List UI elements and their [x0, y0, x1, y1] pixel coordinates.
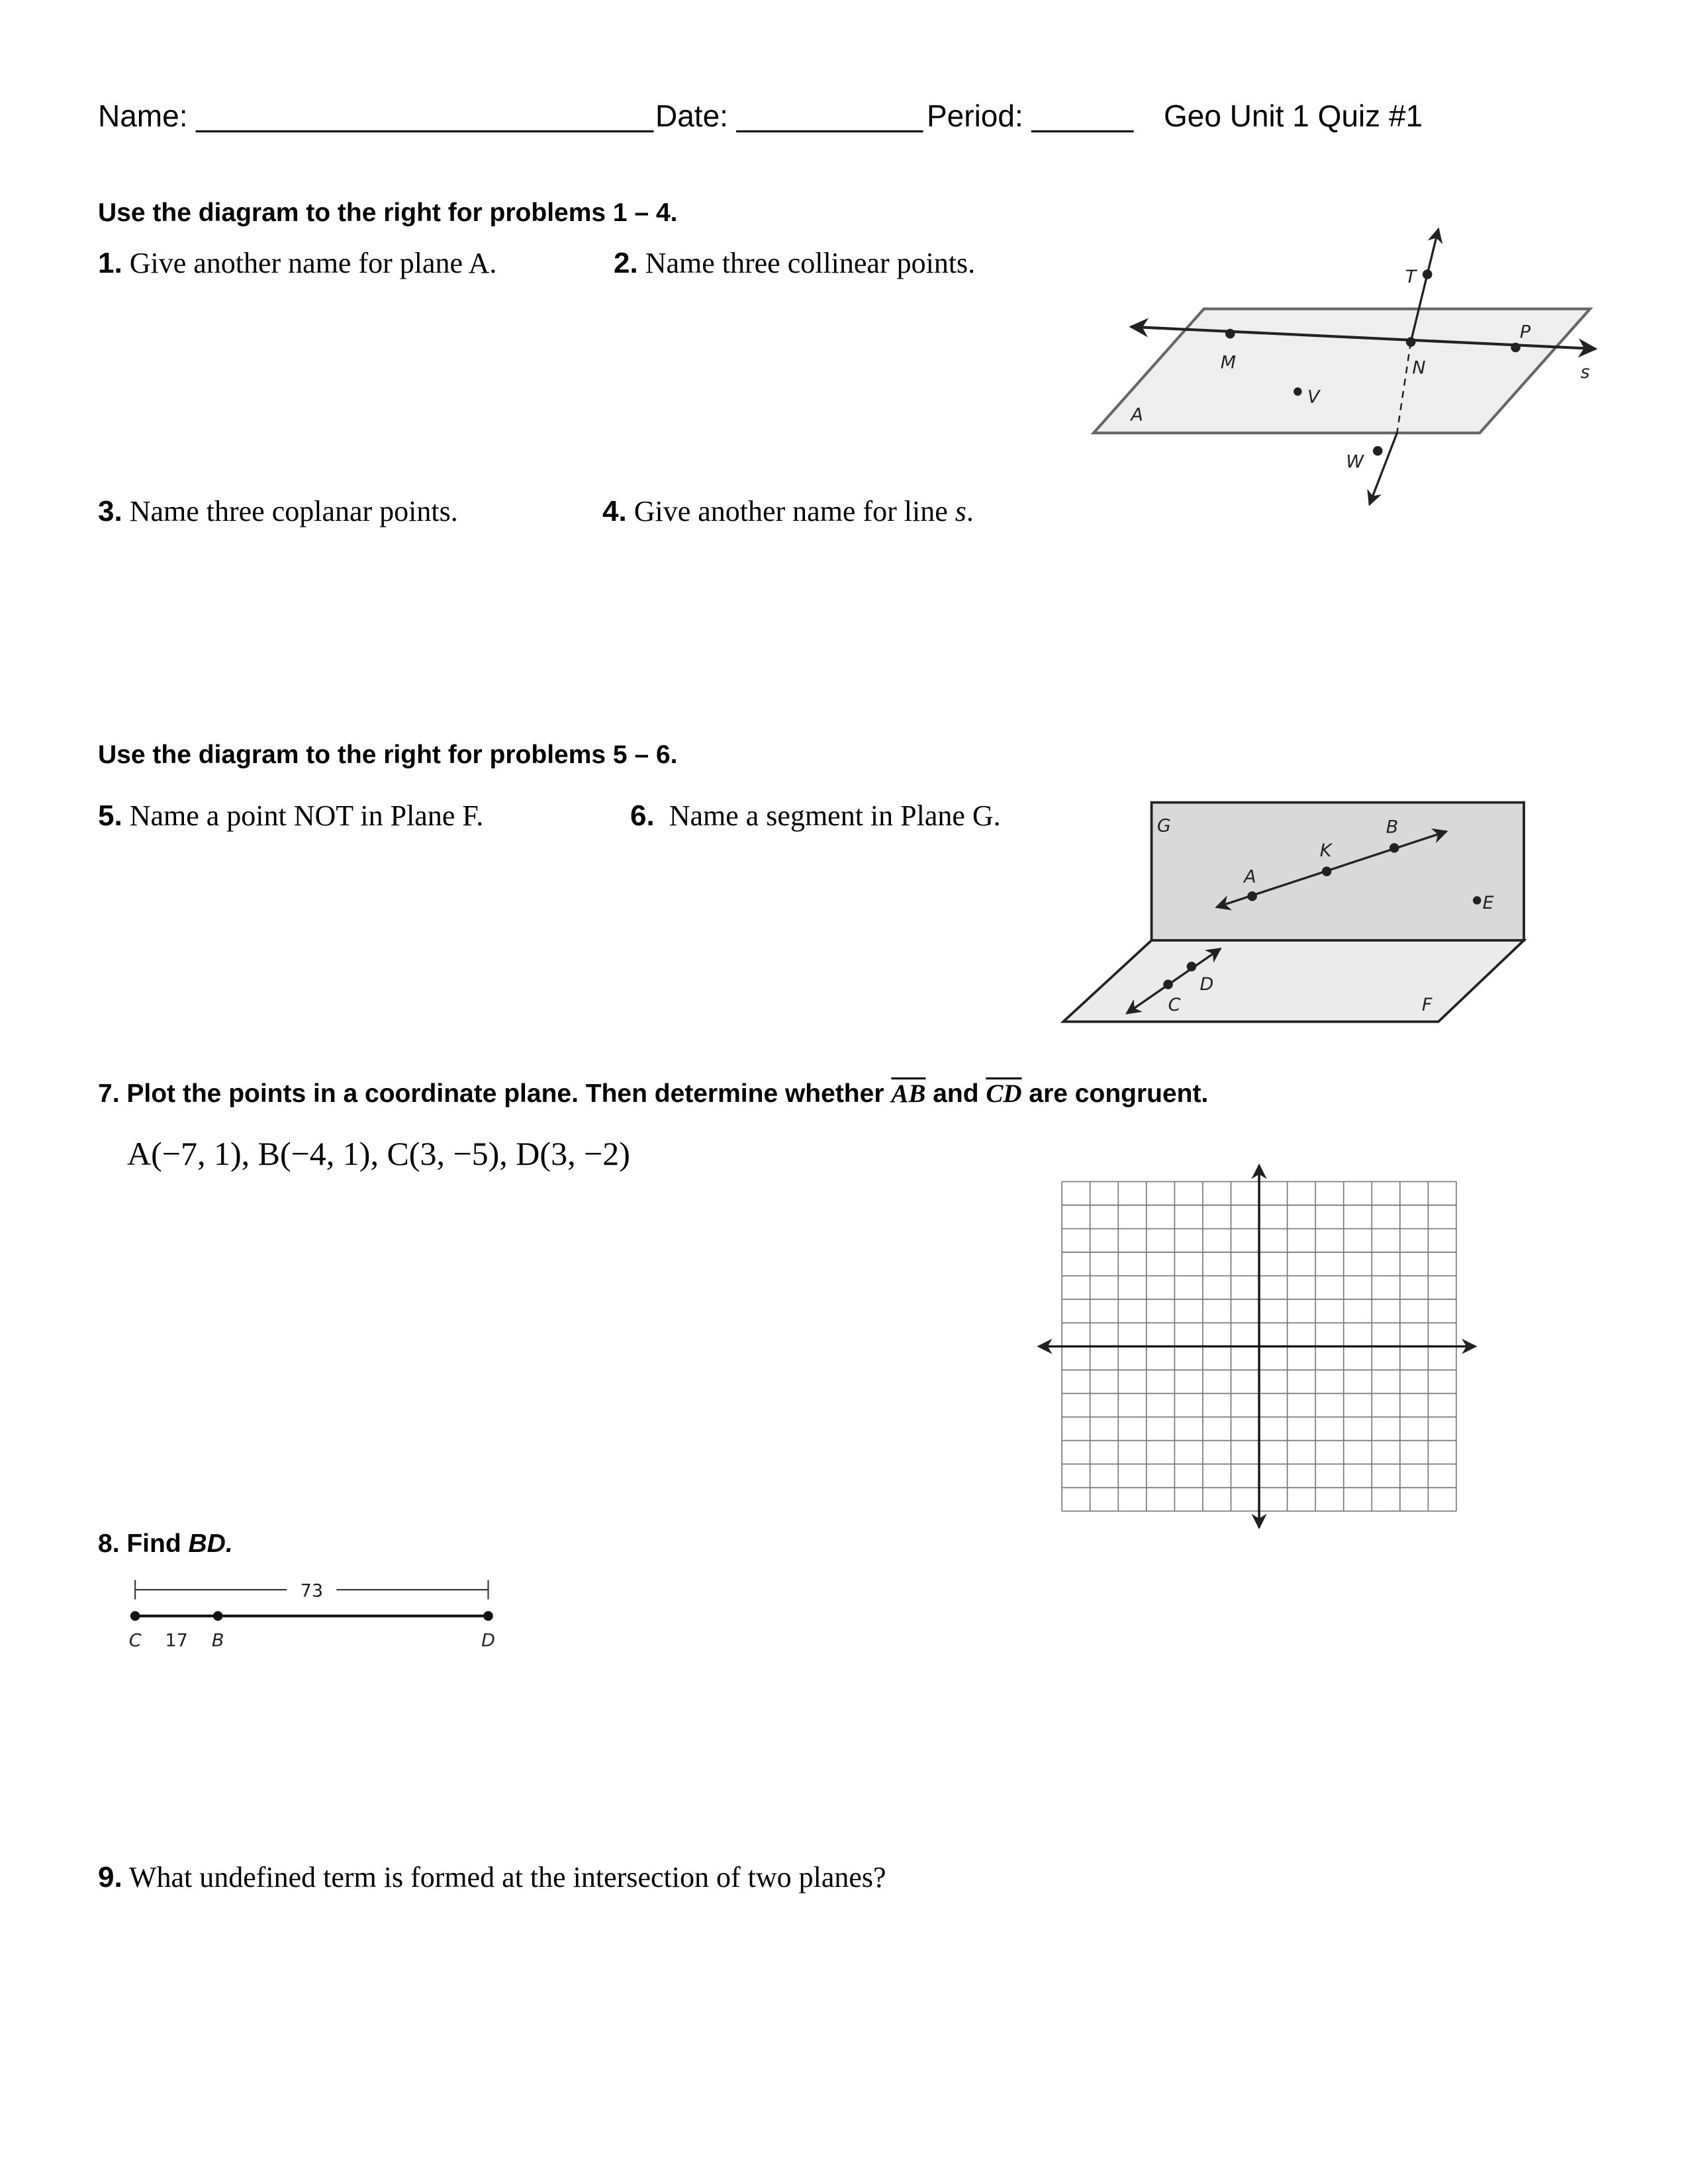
label-b: B — [1385, 817, 1399, 838]
point-d — [483, 1611, 493, 1621]
q-text: Name three collinear points. — [645, 247, 976, 279]
instruction-1-4: Use the diagram to the right for problems 1 – 4. — [98, 199, 678, 227]
period-field[interactable]: Period: ______ — [927, 99, 1134, 133]
label-d: D — [481, 1630, 495, 1651]
q7-mid: and — [925, 1079, 986, 1108]
q-num: 5. — [98, 799, 122, 832]
label-p: P — [1519, 322, 1531, 343]
label-n: N — [1412, 357, 1426, 379]
point-a — [1247, 891, 1257, 901]
label-d: D — [1199, 974, 1214, 995]
segment-ab: $\overline{AB}$ — [891, 1079, 926, 1108]
q-num: 2. — [614, 247, 638, 279]
point-p — [1511, 343, 1521, 353]
q7-suffix: are congruent. — [1021, 1079, 1209, 1108]
point-c — [130, 1611, 140, 1621]
label-s: s — [1580, 361, 1590, 383]
q-text: Name a segment in Plane G. — [669, 799, 1001, 832]
point-b — [213, 1611, 223, 1621]
point-w — [1373, 446, 1383, 456]
quiz-title: Geo Unit 1 Quiz #1 — [1164, 99, 1423, 133]
length-cb: 17 — [165, 1630, 188, 1651]
label-m: M — [1220, 352, 1237, 373]
q-end: . — [966, 495, 974, 527]
planes-g-f-diagram — [1063, 803, 1524, 1022]
label-c: C — [1168, 995, 1181, 1016]
q-text: Name three coplanar points. — [129, 495, 458, 527]
point-d — [1187, 962, 1197, 972]
point-t — [1423, 269, 1432, 279]
line-nw — [1370, 433, 1397, 504]
label-t: T — [1405, 267, 1417, 288]
q-text: What undefined term is formed at the intersection of two planes? — [128, 1861, 886, 1893]
q8-var: BD. — [188, 1529, 233, 1558]
point-n — [1406, 337, 1416, 347]
label-e: E — [1482, 892, 1494, 913]
segment-diagram — [129, 1580, 495, 1651]
q-text: Give another name for line — [633, 495, 955, 527]
label-k: K — [1319, 840, 1332, 861]
point-c — [1163, 979, 1173, 989]
plane-a-diagram — [1094, 229, 1595, 505]
point-m — [1225, 329, 1235, 339]
segment-cd: $\overline{CD}$ — [986, 1079, 1022, 1108]
q-text: Give another name for plane A. — [129, 247, 497, 279]
q-num: 1. — [98, 247, 122, 279]
label-f: F — [1421, 995, 1432, 1016]
instruction-5-6: Use the diagram to the right for problems 5 – 6. — [98, 741, 678, 769]
q-var: s — [955, 495, 966, 527]
length-cd: 73 — [300, 1580, 324, 1602]
label-c: C — [128, 1630, 142, 1651]
label-a: A — [1244, 866, 1256, 887]
point-v — [1293, 387, 1302, 396]
name-field[interactable]: Name: ___________________________ — [98, 99, 654, 133]
point-e — [1473, 896, 1481, 905]
q8-label: 8. Find — [98, 1529, 189, 1558]
q-text: Name a point NOT in Plane F. — [129, 799, 484, 832]
point-k — [1322, 866, 1332, 876]
q7-prefix: 7. Plot the points in a coordinate plane. Then determine whether — [98, 1079, 892, 1108]
q-num: 4. — [602, 495, 627, 527]
q7-points: A(−7, 1), B(−4, 1), C(3, −5), D(3, −2) — [127, 1135, 630, 1172]
label-w: W — [1346, 451, 1364, 473]
date-field[interactable]: Date: ___________ — [655, 99, 923, 133]
label-g: G — [1156, 815, 1171, 837]
q-num: 9. — [98, 1861, 122, 1893]
q-num: 3. — [98, 495, 122, 527]
label-a: A — [1131, 404, 1143, 426]
label-v: V — [1307, 387, 1320, 408]
coordinate-grid[interactable] — [1039, 1165, 1476, 1527]
q-num: 6. — [630, 799, 655, 832]
plane-g — [1152, 803, 1524, 940]
point-b — [1389, 843, 1399, 853]
label-b: B — [211, 1630, 224, 1651]
